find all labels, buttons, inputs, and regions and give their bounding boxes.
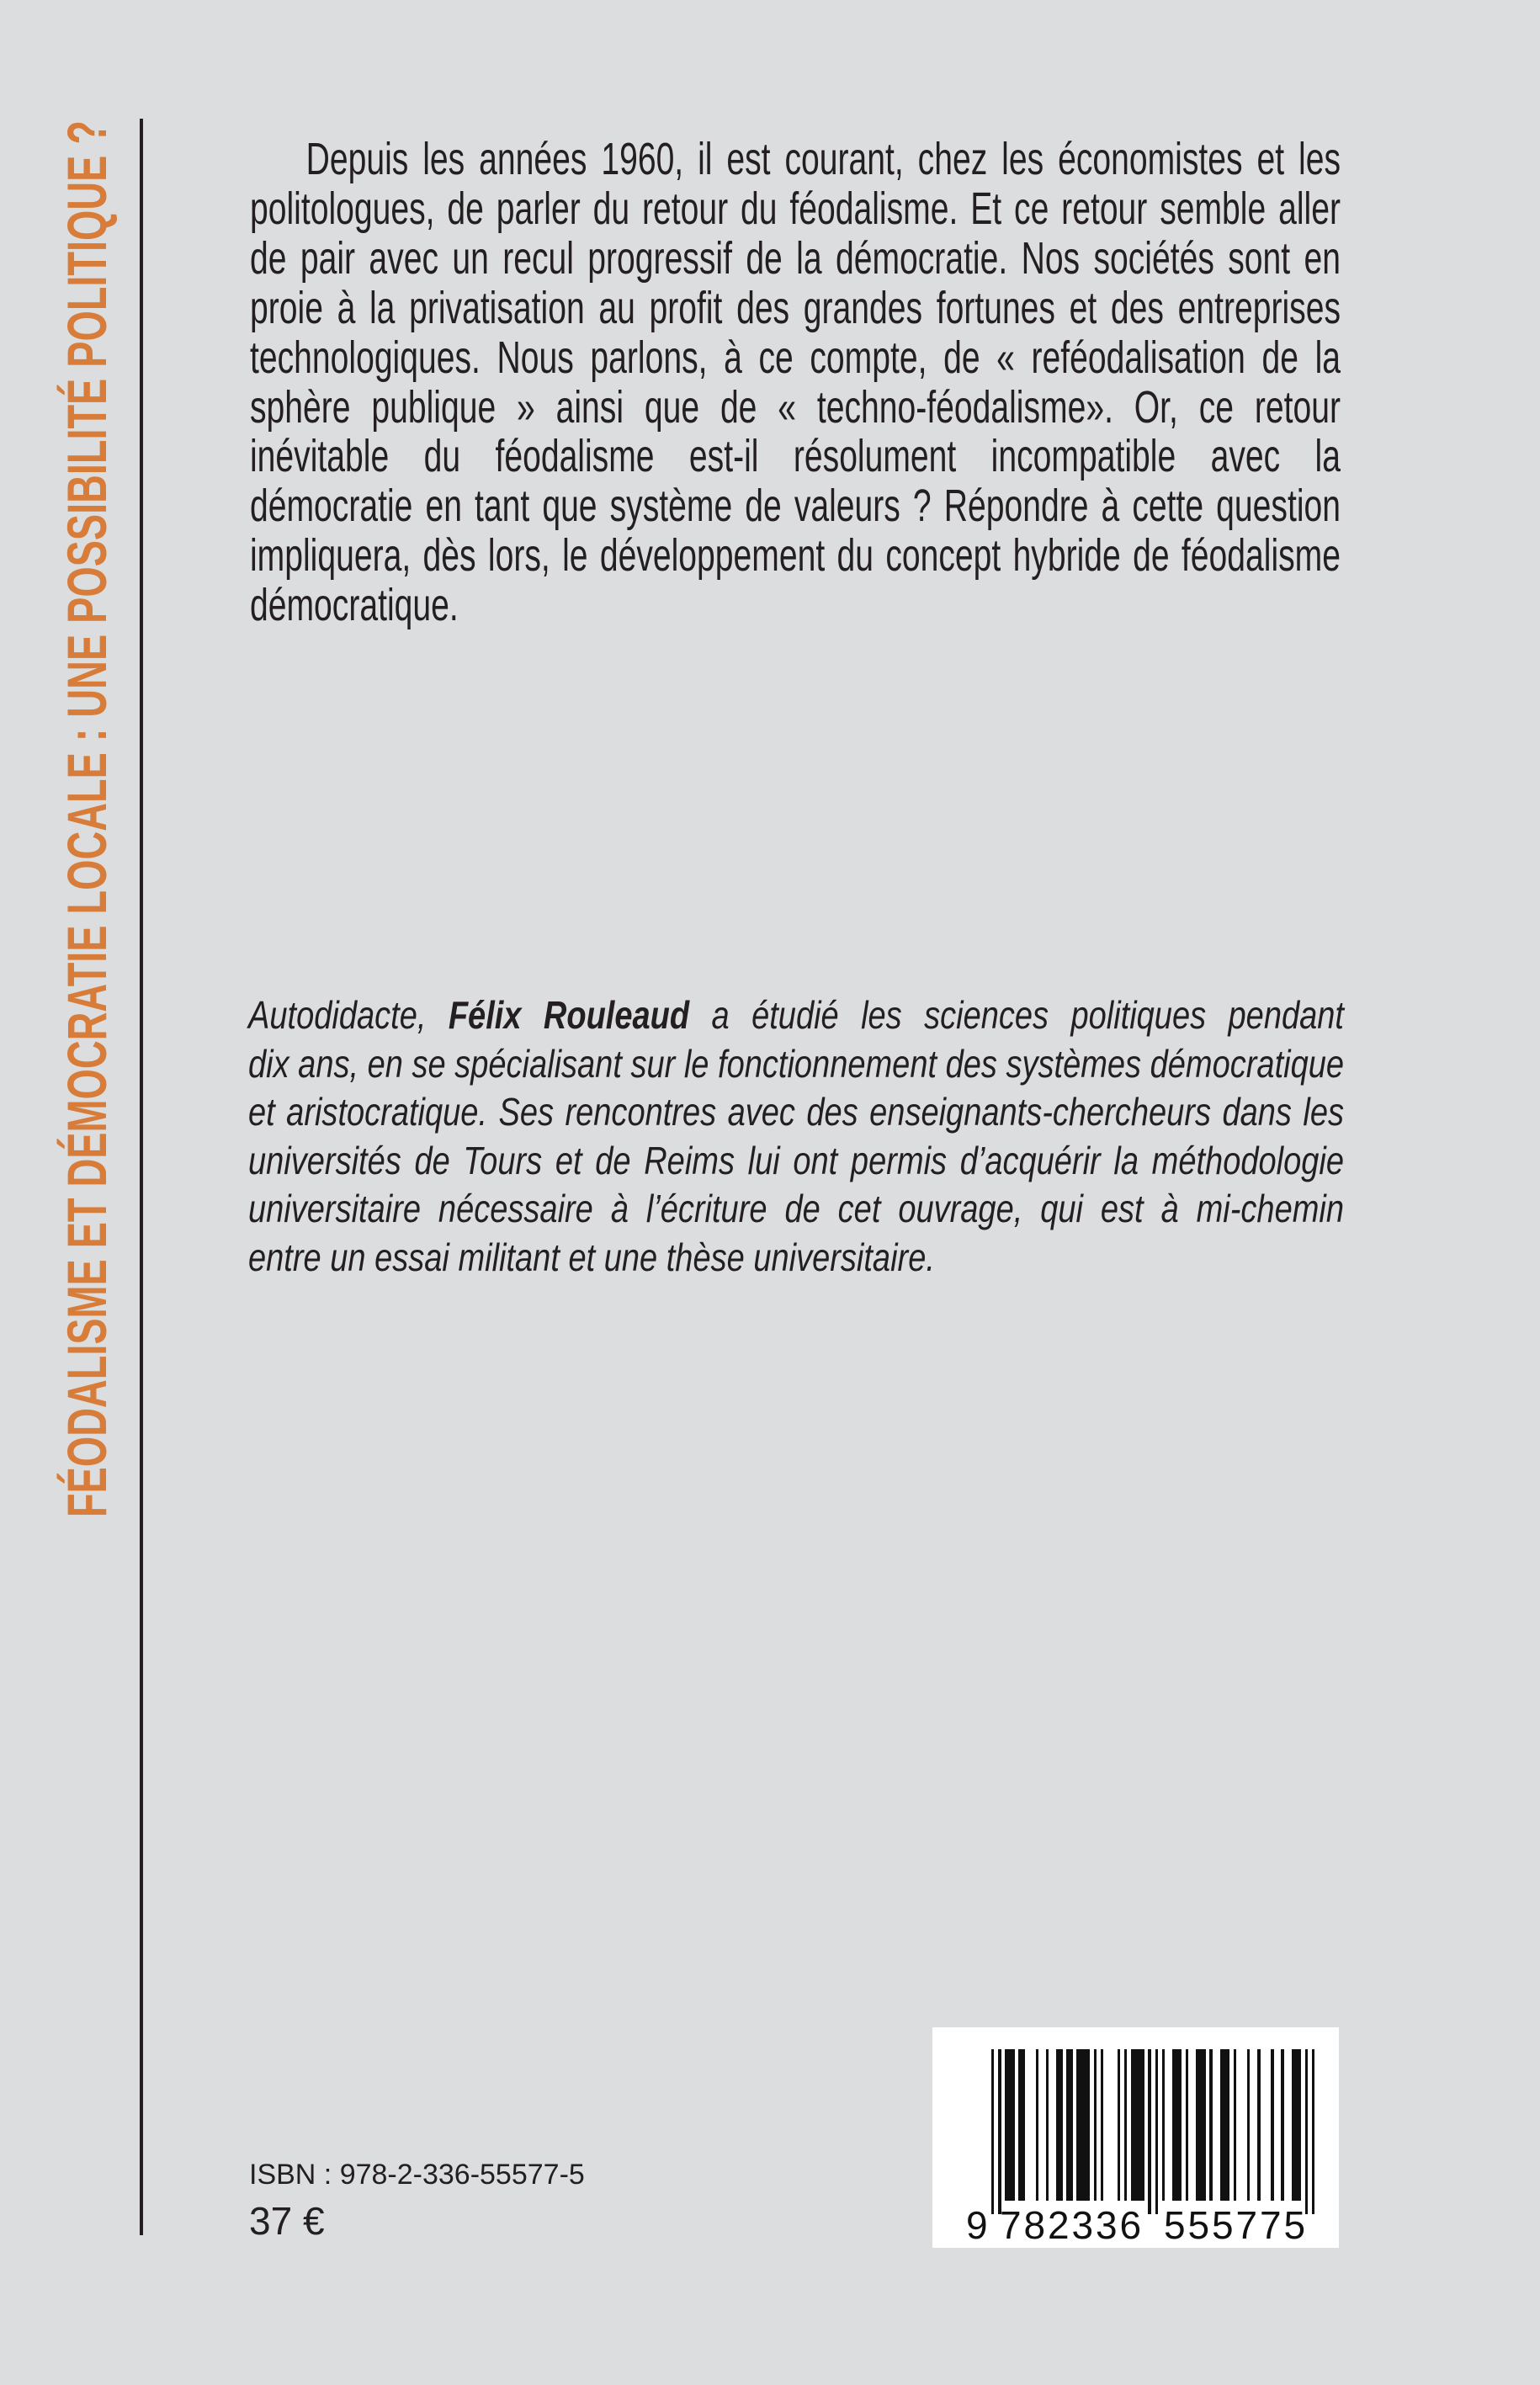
isbn-label: ISBN : 978-2-336-55577-5	[249, 2159, 585, 2191]
barcode-bar	[991, 2049, 994, 2214]
author-bio	[248, 991, 1344, 1283]
barcode-bar	[1172, 2049, 1182, 2201]
barcode-bar	[998, 2049, 1001, 2214]
barcode-bar	[1101, 2049, 1103, 2201]
bio-line: universitaire nécessaire à l’écriture de cet ouvrage, qui est à mi-chemin	[248, 1187, 1344, 1231]
bio-line: dix ans, en se spécialisant sur le fonctionnement des systèmes démocratique	[248, 1041, 1345, 1086]
barcode-bar	[1234, 2049, 1236, 2201]
barcode-digit: 7	[1260, 2203, 1282, 2247]
bio-line: Autodidacte, Félix Rouleaud a étudié les sciences politiques pendant	[248, 993, 1344, 1037]
barcode-digit: 7	[1000, 2203, 1022, 2247]
summary-line: technologiques. Nous parlons, à ce compte, de « reféodalisation de la	[250, 332, 1341, 383]
barcode-bar	[1312, 2049, 1314, 2214]
barcode-bar	[1094, 2049, 1097, 2201]
barcode-digit: 3	[1096, 2203, 1118, 2247]
barcode-digit: 5	[1283, 2203, 1306, 2247]
barcode-digit: 8	[1023, 2203, 1046, 2247]
summary-line: proie à la privatisation au profit des grandes fortunes et des entreprises	[250, 282, 1341, 333]
barcode-bar	[1118, 2049, 1120, 2201]
barcode-bar	[1131, 2049, 1144, 2201]
barcode-bar	[1196, 2049, 1206, 2201]
barcode-bar	[1148, 2049, 1150, 2214]
barcode-bar	[1186, 2049, 1188, 2201]
summary-line: démocratie en tant que système de valeurs ? Répondre à cette question	[250, 481, 1341, 532]
summary-line: politologues, de parler du retour du féodalisme. Et ce retour semble aller	[250, 183, 1341, 234]
barcode-bar	[1292, 2049, 1302, 2201]
barcode-digit: 5	[1164, 2203, 1186, 2247]
barcode-bar	[1066, 2049, 1073, 2201]
summary-line: inévitable du féodalisme est-il résolument incompatible avec la	[250, 431, 1341, 482]
barcode-digit: 6	[1119, 2203, 1142, 2247]
barcode-bar	[1247, 2049, 1250, 2201]
barcode-bars	[991, 2049, 1315, 2224]
vertical-divider	[140, 119, 143, 2235]
barcode-bar	[1220, 2049, 1230, 2201]
barcode-digit: 2	[1048, 2203, 1070, 2247]
barcode-digit: 5	[1212, 2203, 1234, 2247]
barcode-digit: 3	[1071, 2203, 1094, 2247]
barcode-bar	[1056, 2049, 1063, 2201]
barcode-bar	[1281, 2049, 1283, 2201]
bio-line: et aristocratique. Ses rencontres avec des enseignants-chercheurs dans les	[248, 1090, 1344, 1134]
summary-line: Depuis les années 1960, il est courant, chez les économistes et les	[305, 134, 1341, 184]
author-name: Félix Rouleaud	[448, 993, 690, 1037]
spine-title: FÉODALISME ET DÉMOCRATIE LOCALE : UNE POSSIBILITÉ POLITIQUE ?	[56, 120, 118, 1517]
barcode-digit: 5	[1187, 2203, 1210, 2247]
barcode-bar	[1305, 2049, 1308, 2214]
barcode-bar	[1046, 2049, 1049, 2201]
summary-line: sphère publique » ainsi que de « techno-féodalisme». Or, ce retour	[250, 381, 1341, 433]
barcode-bar	[1076, 2049, 1090, 2201]
summary-line: démocratique.	[250, 580, 459, 631]
barcode	[932, 2027, 1339, 2248]
barcode-bar	[1209, 2049, 1212, 2201]
barcode-bar	[1005, 2049, 1015, 2201]
bio-line: universités de Tours et de Reims lui ont permis d’acquérir la méthodologie	[248, 1138, 1344, 1182]
barcode-digit: 9	[966, 2203, 988, 2247]
barcode-bar	[1018, 2049, 1025, 2201]
back-cover-summary	[250, 135, 1341, 630]
barcode-bar	[1124, 2049, 1127, 2201]
barcode-bar	[1036, 2049, 1038, 2201]
barcode-bar	[1271, 2049, 1273, 2201]
barcode-bar	[1257, 2049, 1260, 2201]
barcode-digit: 7	[1235, 2203, 1258, 2247]
summary-line: de pair avec un recul progressif de la démocratie. Nos sociétés sont en	[250, 232, 1341, 284]
price: 37 €	[249, 2199, 325, 2243]
summary-line: impliquera, dès lors, le développement du concept hybride de féodalisme	[250, 530, 1341, 582]
bio-line: entre un essai militant et une thèse universitaire.	[248, 1235, 935, 1279]
barcode-bar	[1155, 2049, 1158, 2214]
barcode-bar	[1162, 2049, 1165, 2201]
